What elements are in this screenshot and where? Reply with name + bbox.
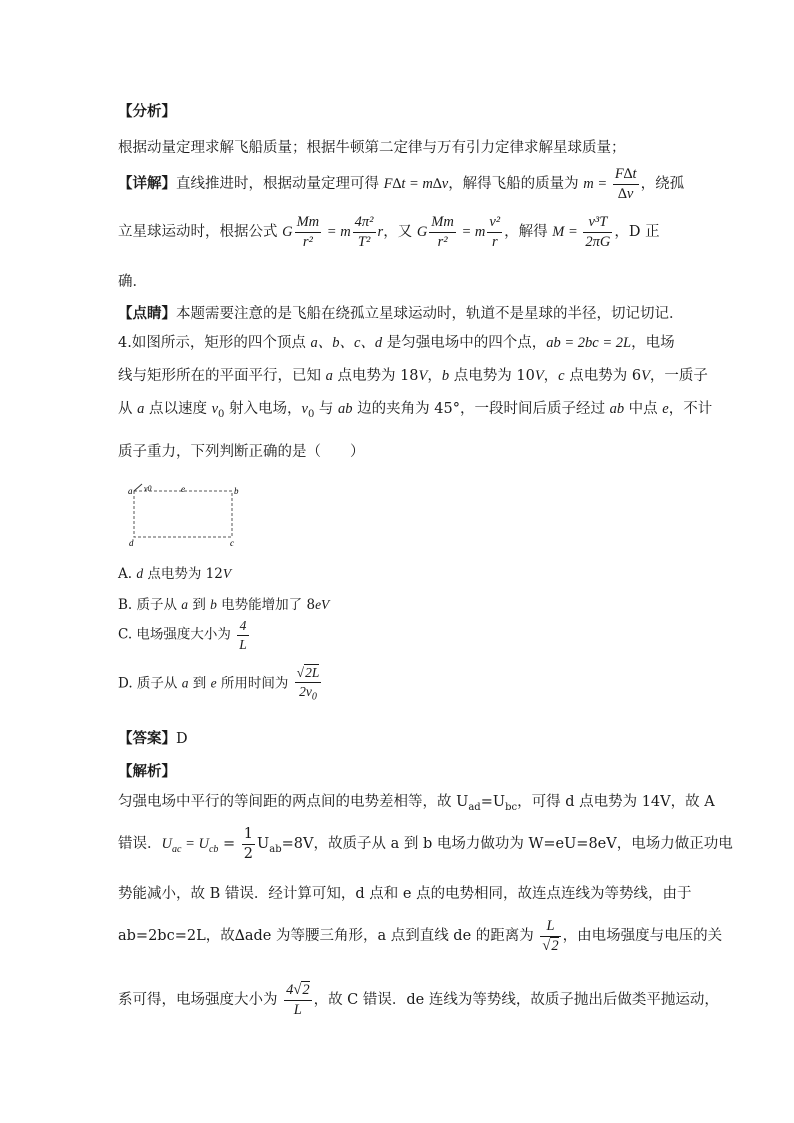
formula: ab = 2bc = 2L xyxy=(546,335,632,351)
fraction xyxy=(237,618,249,652)
formula: = m xyxy=(323,224,351,241)
answer-line xyxy=(118,727,188,748)
numerator: v³T xyxy=(583,214,612,233)
text: 从 xyxy=(118,401,138,417)
text: ， xyxy=(427,368,442,384)
text: =U xyxy=(480,794,506,810)
text: ，由电场强度与电压的关 xyxy=(562,928,723,945)
question-line-3 xyxy=(118,397,712,420)
text: 点电势为 6 xyxy=(564,368,642,384)
subscript: ab xyxy=(269,844,282,856)
text: D. 质子从 xyxy=(118,675,182,692)
option-b xyxy=(118,593,329,613)
formula: ab xyxy=(609,401,625,417)
point-d-label: d xyxy=(129,538,134,548)
formula: eV xyxy=(315,597,330,612)
text: 电势能增加了 8 xyxy=(216,597,316,613)
formula: a xyxy=(181,675,189,691)
fraction xyxy=(429,214,456,250)
text: ，解得 xyxy=(504,224,553,241)
subscript: 0 xyxy=(307,408,315,420)
text: ，D 正 xyxy=(614,224,660,241)
question-line-1 xyxy=(118,331,675,352)
formula: V xyxy=(641,368,650,384)
point-c-label: c xyxy=(230,538,234,548)
point-b-label: b xyxy=(234,486,239,496)
formula: e xyxy=(662,401,669,417)
denominator: ∆v xyxy=(618,185,634,202)
text: A. xyxy=(118,566,137,582)
formula: e xyxy=(210,675,217,691)
text: 点电势为 12 xyxy=(143,566,223,582)
text: 到 xyxy=(188,675,211,692)
text: 线与矩形所在的平面平行，已知 xyxy=(118,368,326,384)
denominator: 2πG xyxy=(585,233,611,250)
formula: b xyxy=(441,368,450,384)
numerator: Mm xyxy=(429,214,456,233)
fraction xyxy=(583,214,612,250)
formula: V xyxy=(222,566,232,581)
section-heading-solution: 【解析】 xyxy=(118,763,176,780)
text: ，可得 d 点电势为 14V，故 A xyxy=(517,794,715,810)
text: ，电场 xyxy=(631,335,675,351)
fraction xyxy=(353,214,376,250)
text: U xyxy=(257,836,270,853)
fraction xyxy=(295,665,322,703)
subscript: ad xyxy=(468,801,481,813)
question-line-4: 质子重力，下列判断正确的是（ ） xyxy=(118,444,365,460)
fraction xyxy=(284,982,311,1018)
text: 4 xyxy=(286,982,294,998)
formula: G xyxy=(282,224,293,241)
text: 点电势为 10 xyxy=(449,368,535,384)
denominator: L xyxy=(239,636,247,652)
numerator: L xyxy=(540,918,560,937)
numerator: 1 xyxy=(242,826,255,845)
text: ，绕孤 xyxy=(640,176,685,193)
denominator: 2 xyxy=(243,845,254,862)
detail-line-3: 确． xyxy=(118,274,147,290)
formula: a xyxy=(325,368,333,384)
numerator: v² xyxy=(487,214,502,233)
text: 点以速度 xyxy=(144,401,212,417)
numerator: √2L xyxy=(295,665,322,683)
formula: v xyxy=(211,401,219,417)
text: 到 xyxy=(188,597,211,613)
option-c xyxy=(118,618,251,652)
subscript: bc xyxy=(505,801,518,813)
formula: ab xyxy=(338,401,353,417)
text: ，又 xyxy=(383,224,417,241)
numerator: F∆t xyxy=(613,166,639,185)
tip-line xyxy=(118,302,684,323)
formula: F∆t = m∆v xyxy=(383,176,449,193)
section-heading-answer: 【答案】 xyxy=(118,730,176,747)
solution-line-1 xyxy=(118,790,715,813)
formula: c xyxy=(558,368,565,384)
denominator: r xyxy=(491,233,498,250)
point-e-label: e xyxy=(181,484,185,494)
text: 直线推进时，根据动量定理可得 xyxy=(176,176,384,193)
text: 4.如图所示，矩形的四个顶点 xyxy=(118,335,311,351)
text: 是匀强电场中的四个点， xyxy=(382,335,547,351)
radicand: 2L xyxy=(305,665,320,680)
text: ，解得飞船的质量为 xyxy=(448,176,584,193)
text: 所用时间为 xyxy=(216,675,293,692)
solution-line-2 xyxy=(118,826,733,862)
text: 点电势为 18 xyxy=(332,368,419,384)
option-d xyxy=(118,665,323,703)
detail-line-1 xyxy=(118,166,684,202)
text: = xyxy=(218,836,240,853)
section-heading-analysis: 【分析】 xyxy=(118,103,176,120)
text: B. 质子从 xyxy=(118,597,182,613)
detail-line-2 xyxy=(118,214,660,250)
text: ab=2bc=2L，故∆ade 为等腰三角形，a 点到直线 de 的距离为 xyxy=(118,928,539,945)
formula: m = xyxy=(583,176,611,193)
text: 2v xyxy=(299,683,312,699)
formula: = U xyxy=(181,836,209,853)
denominator: T² xyxy=(357,233,371,250)
text: 匀强电场中平行的等间距的两点间的电势差相等，故 U xyxy=(118,794,469,810)
text: 边的夹角为 45°，一段时间后质子经过 xyxy=(352,401,610,417)
denominator xyxy=(295,683,322,703)
fraction xyxy=(295,214,322,250)
text: ， xyxy=(543,368,559,384)
answer-value: D xyxy=(176,731,188,747)
solution-line-5 xyxy=(118,982,719,1018)
formula: a xyxy=(137,401,145,417)
formula: M = xyxy=(552,224,582,241)
denominator: √2 xyxy=(542,937,559,954)
fraction xyxy=(242,826,255,862)
subscript: ac xyxy=(171,844,182,856)
text: 本题需要注意的是飞船在绕孤立星球运动时，轨道不是星球的半径，切记切记． xyxy=(176,306,684,322)
formula: = m xyxy=(457,224,486,241)
text: ，一质子 xyxy=(649,368,708,384)
fraction xyxy=(487,214,502,250)
numerator: Mm xyxy=(295,214,322,233)
radicand: 2 xyxy=(302,982,310,998)
formula: b xyxy=(210,597,217,612)
formula: U xyxy=(161,836,172,853)
velocity-label: v0 xyxy=(144,484,152,493)
text: 系可得，电场强度大小为 xyxy=(118,992,283,1009)
formula: d xyxy=(136,566,144,581)
subscript: 0 xyxy=(218,408,225,420)
text: ，故 C 错误．de 连线为等势线，故质子抛出后做类平抛运动， xyxy=(313,992,719,1009)
denominator: L xyxy=(293,1001,302,1018)
formula: G xyxy=(416,224,428,241)
text: C. 电场强度大小为 xyxy=(118,626,236,643)
formula: r xyxy=(377,224,384,241)
numerator: 4√2 xyxy=(284,982,311,1001)
velocity-arrow xyxy=(134,484,142,491)
denominator: r² xyxy=(437,233,448,250)
text: 立星球运动时，根据公式 xyxy=(118,224,283,241)
subscript: 0 xyxy=(311,691,317,703)
formula: a xyxy=(181,597,189,612)
radicand: 2 xyxy=(551,937,559,954)
fraction xyxy=(540,918,560,954)
section-heading-tip: 【点睛】 xyxy=(118,305,176,322)
numerator: 4 xyxy=(237,618,249,636)
rectangle-diagram xyxy=(128,482,248,548)
analysis-text: 根据动量定理求解飞船质量；根据牛顿第二定律与万有引力定律求解星球质量； xyxy=(118,140,626,156)
text: 错误． xyxy=(118,836,162,853)
question-line-2 xyxy=(118,364,708,385)
point-a-label: a xyxy=(128,486,133,496)
text: 与 xyxy=(314,401,339,417)
fraction xyxy=(613,166,639,202)
formula: v xyxy=(301,401,308,417)
formula: V xyxy=(534,368,544,384)
numerator: 4π² xyxy=(353,214,376,233)
formula: V xyxy=(418,368,428,384)
option-a xyxy=(118,562,231,582)
text: ，不计 xyxy=(668,401,713,417)
text: =8V，故质子从 a 到 b 电场力做功为 W=eU=8eV，电场力做正功电 xyxy=(281,836,733,853)
formula: a、b、c、d xyxy=(310,335,383,351)
text: 射入电场， xyxy=(224,401,302,417)
text: 中点 xyxy=(624,401,663,417)
subscript: cb xyxy=(208,844,219,856)
rectangle-outline xyxy=(134,491,232,537)
solution-line-4 xyxy=(118,918,722,954)
solution-line-3: 势能减小，故 B 错误．经计算可知，d 点和 e 点的电势相同，故连点连线为等势线，由于 xyxy=(118,886,692,902)
section-heading-detail: 【详解】 xyxy=(118,175,176,193)
denominator: r² xyxy=(302,233,313,250)
